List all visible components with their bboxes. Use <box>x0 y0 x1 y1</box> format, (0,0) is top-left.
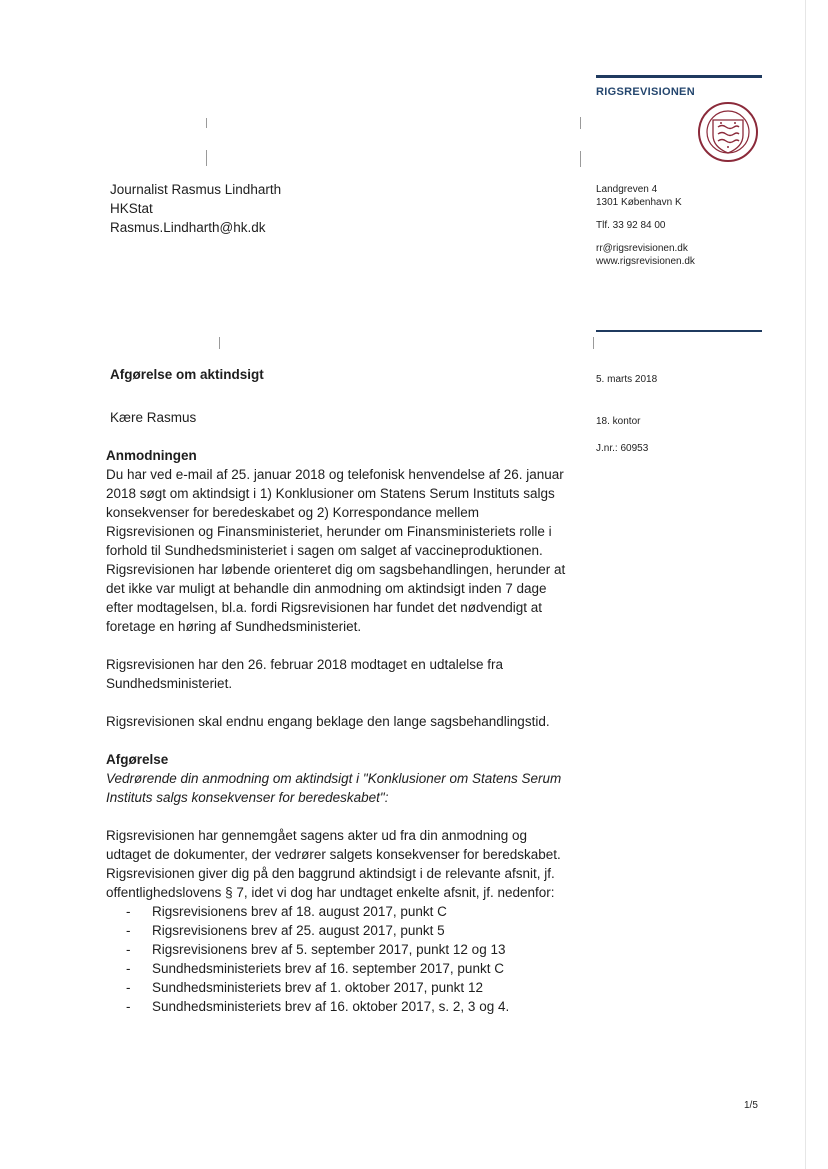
letter-greeting: Kære Rasmus <box>110 410 197 425</box>
decision-subheading: Vedrørende din anmodning om aktindsigt i "Konklusioner om Statens Serum Instituts salgs konsekvenser for beredeskabet": <box>106 771 562 805</box>
list-item: - Rigsrevisionens brev af 5. september 2017, punkt 12 og 13 <box>106 940 568 959</box>
org-name: RIGSREVISIONEN <box>596 86 695 98</box>
exclusion-list <box>106 902 568 1016</box>
list-item: - Sundhedsministeriets brev af 1. oktober 2017, punkt 12 <box>106 978 568 997</box>
phone: Tlf. 33 92 84 00 <box>596 220 666 231</box>
address-line-1: Landgreven 4 <box>596 184 658 195</box>
letter-body <box>106 446 568 1016</box>
letterhead-top-rule <box>596 75 762 78</box>
list-item: - Rigsrevisionens brev af 18. august 2017, punkt C <box>106 902 568 921</box>
recipient-org: HKStat <box>110 201 153 216</box>
case-number: J.nr.: 60953 <box>596 443 649 454</box>
folketinget-seal-icon <box>697 101 759 163</box>
recipient-block <box>110 180 281 237</box>
page-number: 1/5 <box>744 1100 758 1111</box>
email: rr@rigsrevisionen.dk <box>596 243 688 254</box>
scan-mark <box>219 337 220 349</box>
contact-block <box>596 183 695 268</box>
scan-mark <box>580 151 581 167</box>
scan-mark <box>580 117 581 129</box>
scan-mark <box>593 337 594 349</box>
request-paragraph: Du har ved e-mail af 25. januar 2018 og telefonisk henvendelse af 26. januar 2018 søgt om aktindsigt i 1) Konklusioner om Statens Serum Instituts salgs konsekvenser for beredeskabet og 2) Korrespondance mellem Rigsrevisionen og Finansministeriet, herunder om Finansministeriets rolle i forhold til Sundhedsministeriet i sagen om salget af vaccineproduktionen. Rigsrevisionen har løbende orienteret dig om sagsbehandlingen, herunder at det ikke var muligt at behandle din anmodning om aktindsigt inden 7 dage efter modtagelsen, bl.a. fordi Rigsrevisionen har fundet det nødvendigt at foretage en høring af Sundhedsministeriet. <box>106 467 566 634</box>
section-heading-decision: Afgørelse <box>106 752 169 767</box>
website: www.rigsrevisionen.dk <box>596 256 695 267</box>
scan-mark <box>206 118 207 128</box>
recipient-name: Journalist Rasmus Lindharth <box>110 182 282 197</box>
address-line-2: 1301 København K <box>596 197 682 208</box>
list-item: - Sundhedsministeriets brev af 16. september 2017, punkt C <box>106 959 568 978</box>
section-heading-request: Anmodningen <box>106 448 197 463</box>
decision-paragraph: Rigsrevisionen har gennemgået sagens akter ud fra din anmodning og udtaget de dokumenter, der vedrører salgets konsekvenser for beredskabet. Rigsrevisionen giver dig på den baggrund aktindsigt i de relevante afsnit, jf. offentlighedslovens § 7, idet vi dog har undtaget enkelte afsnit, jf. nedenfor: <box>106 828 561 900</box>
scan-mark <box>206 150 207 166</box>
recipient-email: Rasmus.Lindharth@hk.dk <box>110 220 266 235</box>
statement-paragraph: Rigsrevisionen har den 26. februar 2018 modtaget en udtalelse fra Sundhedsministeriet. <box>106 657 504 691</box>
list-item: - Sundhedsministeriets brev af 16. oktober 2017, s. 2, 3 og 4. <box>106 997 568 1016</box>
letterhead-bottom-rule <box>596 330 762 332</box>
list-item: - Rigsrevisionens brev af 25. august 2017, punkt 5 <box>106 921 568 940</box>
page-edge <box>805 0 806 1169</box>
letter-date: 5. marts 2018 <box>596 374 658 385</box>
letter-subject: Afgørelse om aktindsigt <box>110 367 264 382</box>
office: 18. kontor <box>596 416 641 427</box>
apology-paragraph: Rigsrevisionen skal endnu engang beklage den lange sagsbehandlingstid. <box>106 714 550 729</box>
